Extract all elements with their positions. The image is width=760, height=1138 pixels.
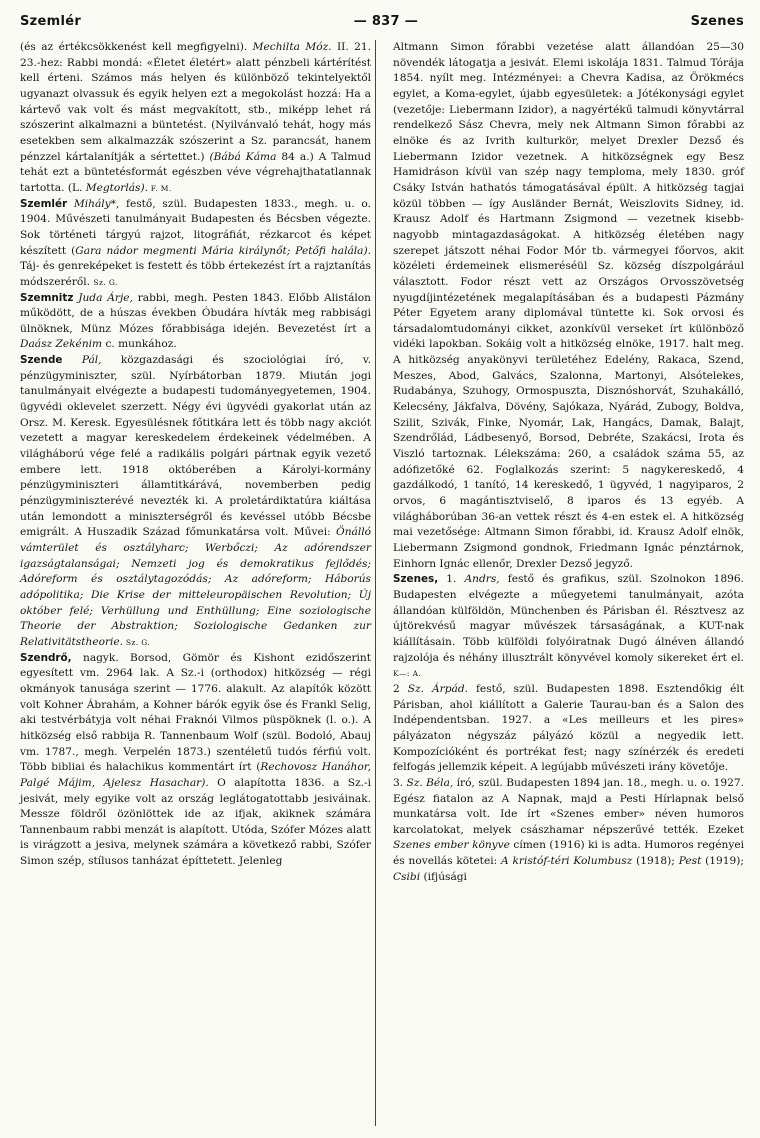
entry-headword: Szenes, [393,573,439,586]
italic-text: Megtorlás). [85,181,148,194]
body-text: író, szül. Budapesten 1894 jan. 18., megh. u. o. 1927. Egész fiatalon az A Napnak, majd a Pesti Hírlapnak belső munkatársa volt. Ide írt «Szenes ember» néven humoros karcolatokat, melyek császhamar népszerűvé tették. Ezeket [393,776,744,836]
entry-szemnitz [20,291,371,354]
body-text: (1919); [701,855,744,868]
italic-text: Pál, [81,354,102,367]
italic-text: Önálló vámterület és osztályharc; Werbőczi; Az adórendszer igazságtalanságai; Nemzeti jog és demokratikus fejlődés; Adóreform és osztálytagozódás; Az adóreform; Háborús adópolitika; Die Krise der mitteleuropäischen Revolution; Új október felé; Verhüllung und Enthüllung; Eine soziologische Theorie der Abstraktion; Soziologische Gedanken zur Relativitätstheorie. [20,526,371,648]
header-right-keyword: Szenes [690,14,744,29]
italic-text: Rechovosz Hanáhor, Palgé Májim, Ajelesz Hasachar). [20,761,371,789]
column-divider [375,40,376,1126]
body-text: II. 21. 23.-hez: Rabbi mondá: «Életet életért» alatt pénzbeli kártérítést kell érteni. Számos más helyen és különböző tekintelyektől ugyanazt olvassuk és egyik helyen ezt a megokolást hozzá: Ha a kártevő vak volt és mást megvakított, stb., miképp lehet rá szószerint alkalmazni a büntetést. (Nyilvánvaló tehát, hogy más esetekben sem alkalmazzák szószerint a Sz. parancsát, hanem pénzzel kártalanítják a sértettet.) [20,41,371,163]
author-signature: K—: A. [393,669,422,679]
body-text: c. munkához. [102,338,177,351]
italic-text: Csibi [393,870,421,883]
body-text: (1918); [632,855,679,868]
body-text [62,354,81,366]
entry-szende [20,353,371,650]
body-text: nagyk. Borsod, Gömör és Kishont ezidőszerint egyesített vm. 2964 lak. A Sz.-i (orthodox) hitközség — régi okmányok tanusága szerint — 1776. alakult. Az alapítók között volt Kohner Ábrahám, a Kohner bárók egyik őse és Frankl Selig, aki testvérbátyja volt néhai Fraknói Vilmos püspöknek (l. o.). A hitközség első rabbija R. Tannenbaum Wolf (szül. Bodoló, Abauj vm. 1787., megh. Verpelén 1873.) szentéletű tudós férfiú volt. Több bibliai és halachikus kommentárt írt ( [20,651,371,774]
italic-text: Pest [678,855,702,868]
italic-text: Sz. Árpád. [407,682,468,695]
italic-text: (Bábá Káma [209,150,277,163]
body-text: (ifjúsági [420,870,467,883]
body-text: 2 [393,682,408,695]
italic-text: Mihály*, [73,197,120,210]
author-signature: F. M. [148,183,172,193]
italic-text: Sz. Béla, [406,776,454,789]
entry-szendro-continuation [393,40,744,572]
right-column [393,40,744,885]
italic-text: A kristóf-téri Kolumbusz [501,855,633,868]
entry-headword: Szemlér [20,197,68,210]
entry-szenes-bela [393,776,744,886]
body-text [67,198,74,210]
italic-text: Daász Zekénim [20,338,103,351]
author-signature: Sz. G. [123,637,151,647]
body-text: 1. [438,573,465,586]
body-text: festő, szül. Budapesten 1898. Esztendőkig élt Párisban, ahol kiállított a Galerie Taurau-ban és a Salon des Indépendentsban. 1927. a «Les meilleurs et les pires» pályázaton négyszáz pályázó közül a negyedik lett. Kompozícióként és portrékat fest; nagy színérzék és eredeti felfogás jellemzik képeit. A legújabb művészeti irány követője. [393,682,744,774]
italic-text: Mechilta Móz. [252,41,332,53]
italic-text: Szenes ember könyve [393,839,510,852]
body-text: 3. [393,776,407,789]
italic-text: Juda Árje, [78,291,133,304]
body-text: festő és grafikus, szül. Szolnokon 1896. Budapesten elvégezte a műegyetemi tanulmányait, azóta állandóan külföldön, Münchenben és Párisban él. Résztvesz az újtörekvésű magyar művészek társaságának, a KUT-nak kiállításain. Több külföldi folyóiratnak Dugó álnéven állandó rajzolója és néhány illusztrált könyvével komoly sikereket ért el. [393,573,745,664]
entry-headword: Szende [20,354,63,367]
entry-continuation [20,40,371,197]
left-column [20,40,371,885]
body-text: közgazdasági és szociológiai író, v. pénzügyminiszter, szül. Nyírbátorban 1879. Miután jogi tanulmányait elvégezte a budapesti tudományegyetemen, 1904. ügyvédi oklevelet szerzett. Négy évi ügyvédi gyakorlat után az Orsz. M. Keresk. Egyesülésnek főtitkára lett és több nagy akciót vezetett a magyar kereskedelem érdekeinek védelmében. A világháború vége felé a radikális polgári pártnak egyik vezető embere lett. 1918 októberében a Károlyi-kormány pénzügyminiszteri államtitkárává, novemberben pedig pénzügyminiszterévé nevezték ki. A proletárdiktatúra kiáltása után lemondott a miniszterségről és kevéssel utóbb Bécsbe emigrált. A Huszadik Század főmunkatársa volt. Művei: [20,354,371,539]
text-columns [20,40,744,885]
italic-text: Gara nádor megmenti Mária királynőt; Petőfi halála). [75,244,372,257]
body-text: 84 a.) A Talmud tehát ezt a büntetésformát egészben véve végrehajthatatlannak tartotta. (L. [20,150,371,194]
running-header [20,14,744,40]
body-text: (és az értékcsökkenést kell megfigyelni). [20,41,253,53]
italic-text: Andrs, [464,573,500,586]
header-left-keyword: Szemlér [20,14,82,29]
body-text: festő, szül. Budapesten 1833., megh. u. o. 1904. Művészeti tanulmányait Budapesten és Bécsben végezte. Sok történeti tárgyú rajzot, litográfiát, rézkarcot és képet készített ( [20,197,371,257]
body-text: O alapította 1836. a Sz.-i jesivát, mely egyike volt az ország leglátogatottabb jesiváinak. Messze földről özönlöttek ide az ifjak, akiknek számára Tannenbaum rabbi menzát is alapított. Utóda, Szófer Mózes alatt is virágzott a jesiva, melynek számára a következő rabbi, Szófer Simon szép, stílusos tanházat építtetett. Jelenleg [20,776,371,868]
body-text: rabbi, megh. Pesten 1843. Előbb Alistálon működött, de a húszas években Óbudára hívták meg rabbisági ülnöknek, Münz Mózes főrabbisága idején. Bevezetést írt a [20,291,371,335]
entry-szemler [20,197,371,291]
body-text: Altmann Simon főrabbi vezetése alatt állandóan 25—30 növendék látogatja a jesivát. Elemi iskolája 1831. Talmud Tórája 1854. nyílt meg. Intézményei: a Chevra Kadisa, az Örökmécs egylet, a Koma-egylet, újabb egyesületek: a Jótékonysági egylet (vezetője: Liebermann Izidor), a nagyértékű talmudi könyvtárral rendelkező Sász Chevra, mely nek Altmann Simon főrabbi az elnöke és az Ivrith kulturkör, melyet Drexler Dezső és Liebermann Izidor vezetnek. A hitközségnek egy Besz Hamidráson kívül van szép nagy temploma, mely 1830. gróf Csáky István hathatós támogatásával épült. A hitközség tagjai közül többen — így Ausländer Bernát, Weiszlovits Sidney, id. Krausz Adolf és Hartmann Zsigmond — vezetnek kisebb-nagyobb mintagazdaságokat. A hitközség életében nagy szerepet játszott néhai Fodor Mór tb. vármegyei főorvos, akit közéleti érdemeinek elismeréséül Sz. község díszpolgárául választott. Fodor részt vett az Országos Orvosszövetség nyugdíjintézetének megalapításában és a budapesti Pázmány Péter Egyetem arany diplomával tüntette ki. Sok orvosi és társadalomtudományi cikket, azonkívül verseket írt különböző vidéki lapokban. Sokáig volt a hitközség elnöke, 1917. halt meg. A hitközség anyakönyvi területéhez Edelény, Rakaca, Szend, Meszes, Abod, Galvács, Szalonna, Martonyi, Alsótelekes, Rudabánya, Szuhogy, Ormospuszta, Disznóshorvát, Szuhakálló, Kelecsény, Jákfalva, Dövény, Sajókaza, Nyárád, Zubogy, Boldva, Szilit, Szivák, Finke, Nyomár, Lak, Hangács, Damak, Balajt, Szendrőlád, Ládbesenyő, Borsod, Debréte, Szakácsi, Irota és Viszló tartoznak. Lélekszáma: 260, a családok száma 55, az adófizetőké 62. Foglalkozás szerint: 5 nagykereskedő, 4 gazdálkodó, 1 tanító, 14 kereskedő, 1 ügyvéd, 1 nagyiparos, 2 orvos, 6 magántisztviselő, 8 iparos és 13 egyéb. A világháborúban 36-an vettek részt és 4-en estek el. A hitközség mai vezetősége: Altmann Simon főrabbi, id. Krausz Adolf elnök, Liebermann Zsigmond gondnok, Friedmann Ignác pénztárnok, Einhorn Ignác ellenőr, Drexler Dezső jegyző. [393,41,744,570]
body-text: Táj- és genreképeket is festett és több értekezést írt a rajztanítás módszeréről. [20,260,371,288]
entry-headword: Szendrő, [20,651,72,664]
entry-szendro [20,651,371,870]
author-signature: Sz. G. [93,277,118,287]
entry-szenes-arpad [393,682,744,776]
entry-szenes-andras [393,572,744,682]
body-text: címen (1916) ki is adta. Humoros regényei és novellás kötetei: [393,839,745,868]
page-number: — 837 — [353,14,418,29]
entry-headword: Szemnitz [20,291,74,304]
